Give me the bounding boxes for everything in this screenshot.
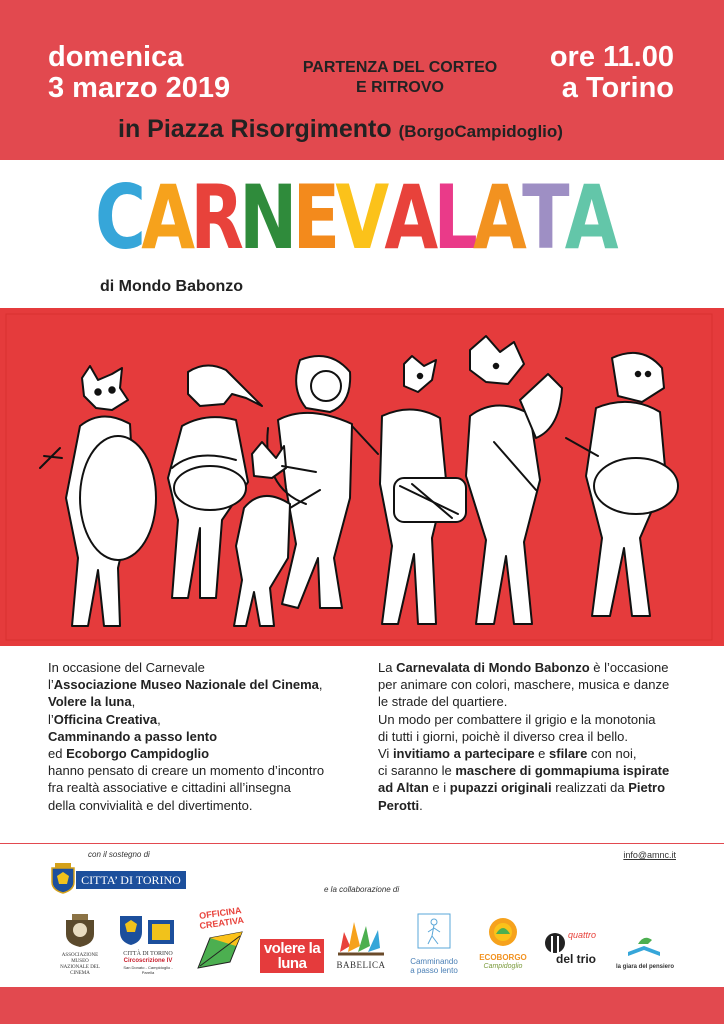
- text-line: [48, 659, 358, 676]
- giara-del-pensiero-logo: [614, 932, 676, 972]
- officina-creativa-logo: [190, 905, 252, 974]
- footer-divider: [0, 843, 724, 844]
- figure-trumpet: [466, 336, 562, 624]
- museo-logo-text: ASSOCIAZIONE MUSEO NAZIONALE DEL CINEMA: [60, 953, 100, 976]
- bold-text: Associazione Museo Nazionale del Cinema: [53, 677, 319, 693]
- contact-email-link[interactable]: info@amnc.it: [623, 850, 676, 860]
- sponsor-label: con il sostegno di: [88, 850, 150, 859]
- text-line: [378, 659, 698, 676]
- event-title: [95, 168, 614, 268]
- bold-text: Perotti: [378, 797, 420, 813]
- intro-column-right: [378, 659, 698, 814]
- plain-text: per animare con colori, maschere, musica e danze: [378, 677, 670, 693]
- venue-name: in Piazza Risorgimento: [118, 115, 392, 143]
- title-letter: A: [141, 166, 191, 269]
- circ-text-3: San Donato - Campidoglio - Parella: [123, 965, 173, 975]
- title-letter: A: [564, 166, 614, 269]
- text-line: [48, 762, 358, 779]
- bold-text: Camminando a passo lento: [48, 728, 218, 744]
- museo-emblem-icon: [58, 912, 102, 948]
- footer-bar: [0, 987, 724, 1024]
- quattro-text-1: quattro: [568, 930, 597, 940]
- text-line: [378, 676, 698, 693]
- babelica-logo: [334, 916, 388, 976]
- hands-icon: [334, 916, 388, 956]
- text-line: [378, 728, 698, 745]
- figure-drummer-3: [566, 353, 678, 616]
- plain-text: con noi,: [587, 746, 637, 762]
- ecoborgo-text-2: Campidoglio: [483, 963, 523, 970]
- circ-text-2: Circoscrizione IV: [123, 958, 173, 964]
- plain-text: .: [419, 797, 423, 813]
- giara-text: la giara del pensiero: [615, 964, 675, 970]
- circ-text-1: CITTÀ DI TORINO: [123, 951, 173, 957]
- title-letter: N: [239, 166, 293, 269]
- figure-drummer-2: [380, 356, 466, 624]
- date-weekday: domenica: [48, 41, 184, 73]
- bold-text: pupazzi originali: [449, 780, 552, 796]
- text-line: [378, 797, 698, 814]
- figure-sousaphone: [267, 356, 378, 608]
- bold-text: invitiamo a partecipare: [392, 746, 535, 762]
- title-letter: V: [335, 166, 385, 269]
- figure-drummer-1: [40, 366, 156, 626]
- plain-text: l’: [48, 711, 54, 727]
- plain-text: hanno pensato di creare un momento d’incontro: [48, 763, 325, 779]
- text-line: [48, 711, 358, 728]
- bold-text: ad Altan: [378, 780, 429, 796]
- title-letter: A: [473, 166, 523, 269]
- plain-text: di tutti i giorni, poichè il diverso crea il bello.: [378, 728, 629, 744]
- plain-text: Vi: [378, 746, 393, 762]
- pencil-icon: [190, 928, 250, 972]
- quattro-text-2: del trio: [556, 952, 597, 966]
- text-line: [48, 693, 358, 710]
- plain-text: fra realtà associative e cittadini all’insegna: [48, 780, 291, 796]
- parade-drawing: [0, 308, 724, 646]
- walking-figure-icon: [404, 912, 464, 952]
- text-line: [48, 779, 358, 796]
- intro-column-left: [48, 659, 358, 814]
- camminando-text-1: Camminando: [410, 957, 458, 966]
- bold-text: sfilare: [549, 746, 588, 762]
- time-city: a Torino: [561, 72, 674, 104]
- torino-crest-icon: [50, 862, 76, 894]
- collaboration-label: e la collaborazione di: [324, 885, 400, 894]
- venue-district: (BorgoCampidoglio): [398, 122, 563, 141]
- plain-text: ed: [48, 746, 67, 762]
- title-letter: A: [384, 166, 434, 269]
- plain-text: e i: [428, 780, 450, 796]
- plain-text: ci saranno le: [378, 763, 456, 779]
- plain-text: ,: [318, 677, 323, 693]
- circoscrizione-crests-icon: [118, 912, 176, 946]
- plain-text: Un modo per combattere il grigio e la monotonia: [378, 711, 656, 727]
- citta-torino-label: CITTA’ DI TORINO: [76, 871, 186, 889]
- circoscrizione-logo: [118, 912, 178, 978]
- bold-text: Pietro: [628, 780, 666, 796]
- text-line: [378, 711, 698, 728]
- text-line: [378, 693, 698, 710]
- title-letter: R: [190, 166, 240, 269]
- quattro-del-trio-logo: [544, 928, 606, 974]
- plain-text: ,: [157, 711, 161, 727]
- event-subtitle: di Mondo Babonzo: [100, 278, 244, 295]
- text-line: [48, 797, 358, 814]
- text-line: [48, 728, 358, 745]
- plain-text: l’: [48, 677, 54, 693]
- ecoborgo-logo: [476, 912, 530, 976]
- date-day: 3 marzo 2019: [48, 72, 231, 104]
- corteo-info: [280, 58, 520, 98]
- plain-text: ,: [131, 694, 136, 710]
- bold-text: Carnevalata di Mondo Babonzo: [396, 660, 590, 675]
- plain-text: La: [378, 660, 397, 675]
- plain-text: realizzati da: [551, 780, 629, 796]
- babelica-text: BABELICA: [336, 960, 386, 970]
- title-letter: C: [95, 166, 142, 269]
- parade-illustration: [0, 308, 724, 646]
- event-time: [550, 42, 674, 104]
- venue: [118, 115, 563, 144]
- text-line: [378, 779, 698, 796]
- plain-text: e: [534, 746, 550, 762]
- volere-la-luna-logo: volere la luna: [260, 939, 324, 973]
- officina-logo-text: OFFICINA CREATIVA: [198, 905, 245, 932]
- plain-text: è l’occasione: [589, 660, 669, 675]
- text-line: [48, 745, 358, 762]
- bold-text: Ecoborgo Campidoglio: [66, 746, 210, 762]
- bold-text: Volere la luna: [48, 694, 132, 710]
- time-hour: ore 11.00: [549, 41, 674, 73]
- title-letter: E: [292, 166, 336, 269]
- text-line: [378, 745, 698, 762]
- book-bird-icon: [624, 932, 664, 958]
- title-letter: L: [433, 166, 474, 269]
- corteo-line2: E RITROVO: [355, 79, 444, 96]
- bold-text: maschere di gommapiuma ispirate: [455, 763, 670, 779]
- camminando-text-2: a passo lento: [410, 966, 458, 975]
- text-line: [378, 762, 698, 779]
- event-date: [48, 42, 230, 104]
- title-letter: T: [522, 166, 565, 269]
- museo-cinema-logo: [58, 912, 102, 974]
- bold-text: Officina Creativa: [53, 711, 158, 727]
- camminando-logo: [404, 912, 464, 976]
- plain-text: della convivialità e del divertimento.: [48, 797, 253, 813]
- plain-text: le strade del quartiere.: [378, 694, 508, 710]
- plain-text: In occasione del Carnevale: [48, 660, 205, 675]
- citta-torino-logo: [50, 862, 188, 894]
- corteo-line1: PARTENZA DEL CORTEO: [302, 59, 498, 76]
- ecoborgo-text-1: ECOBORGO: [479, 953, 527, 962]
- sun-leaf-icon: [476, 912, 530, 948]
- text-line: [48, 676, 358, 693]
